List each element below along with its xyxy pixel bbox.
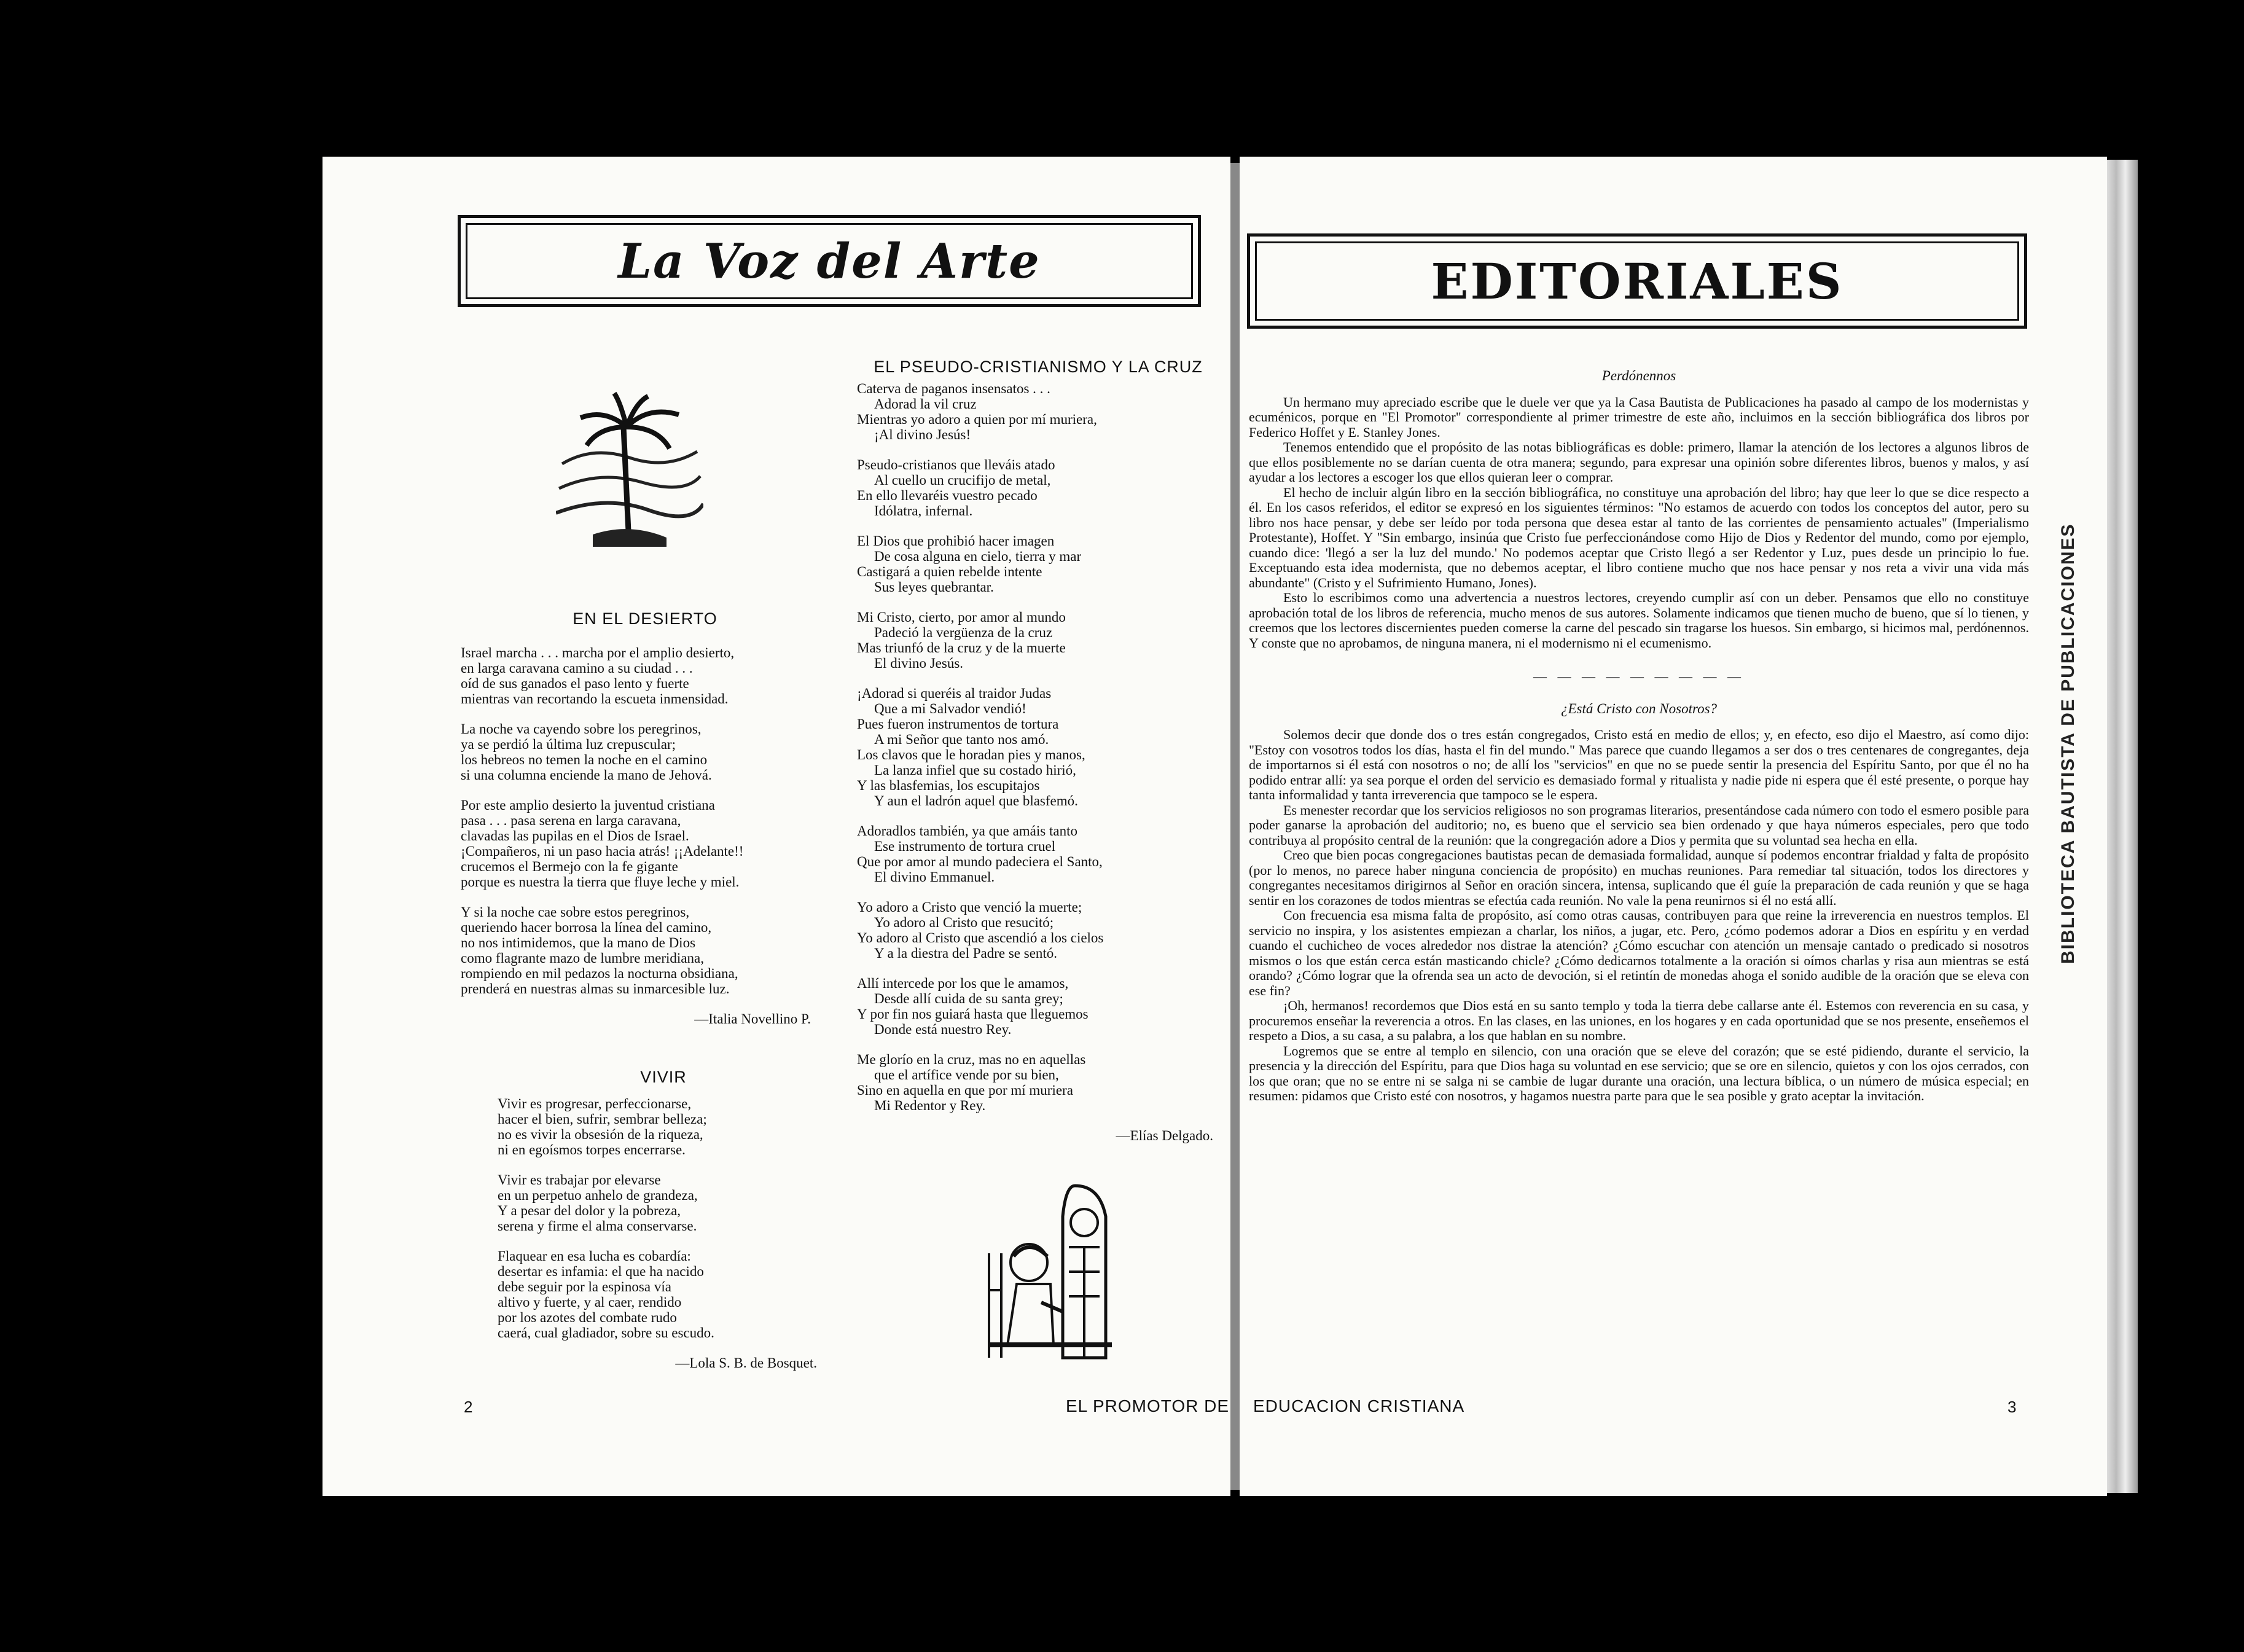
verse-line: Israel marcha . . . marcha por el amplio desierto, (461, 645, 735, 660)
verse-line: Adorad la vil cruz (874, 396, 977, 412)
poem-author: —Italia Novellino P. (694, 1011, 811, 1027)
verse-line: La lanza infiel que su costado hirió, (874, 762, 1076, 778)
verse-line: crucemos el Bermejo con la fe gigante (461, 859, 678, 874)
verse-line: ¡Al divino Jesús! (874, 427, 971, 442)
stanza (857, 609, 1219, 671)
verse-line: Desde allí cuida de su santa grey; (874, 991, 1063, 1006)
verse-line: ya se perdió la última luz crepuscular; (461, 737, 676, 752)
paragraph: Esto lo escribimos como una advertencia a nuestros lectores, creyendo cumplir así con un deber. Pensamos que ello no constituye aprobación total de los libros de referencia, mucho menos de sus autores. Solamente indicamos que tienen mucho de bueno, que sí lo tienen, y creemos que los lectores discernientes pueden comerse la carne del pescado sin tragarse los huesos. Sin embargo, si hicimos mal, perdónennos. Y conste que no aprobamos, de ninguna manera, ni el modernismo ni el ecumenismo. (1249, 590, 2029, 651)
poem-title: EN EL DESIERTO (573, 609, 717, 628)
verse-line: por los azotes del combate rudo (498, 1310, 677, 1325)
spine-text: BIBLIOTECA BAUTISTA DE PUBLICACIONES (2058, 523, 2078, 964)
poem-author: —Lola S. B. de Bosquet. (675, 1355, 817, 1371)
poem-body (461, 645, 829, 996)
right-page (1240, 157, 2107, 1496)
paragraph: Un hermano muy apreciado escribe que le duele ver que ya la Casa Bautista de Publicaciones ha pasado al campo de los modernistas y ecuménicos, porque en "El Promotor" correspondiente al primer trimestre de este año, incluimos en la sección bibliográfica dos libros por Federico Hoffet y E. Stanley Jones. (1249, 394, 2029, 440)
verse-line: Yo adoro a Cristo que venció la muerte; (857, 899, 1082, 915)
verse-line: Y aun el ladrón aquel que blasfemó. (874, 793, 1078, 808)
verse-line: A mi Señor que tanto nos amó. (874, 732, 1049, 747)
verse-line: Castigará a quien rebelde intente (857, 564, 1042, 579)
verse-line: Los clavos que le horadan pies y manos, (857, 747, 1085, 762)
verse-line: altivo y fuerte, y al caer, rendido (498, 1294, 682, 1310)
banner-title: EDITORIALES (1431, 252, 1843, 310)
verse-line: Mi Cristo, cierto, por amor al mundo (857, 609, 1066, 625)
verse-line: Y por fin nos guiará hasta que lleguemos (857, 1006, 1089, 1022)
verse-line: no nos intimidemos, que la mano de Dios (461, 935, 696, 950)
stanza (857, 823, 1219, 885)
verse-line: pasa . . . pasa serena en larga caravana, (461, 813, 681, 828)
stanza (498, 1096, 829, 1157)
article-body (1249, 727, 2029, 1104)
verse-line: no es vivir la obsesión de la riqueza, (498, 1127, 703, 1142)
left-page (323, 157, 1230, 1496)
verse-line: Y a la diestra del Padre se sentó. (874, 945, 1058, 961)
verse-line: Y las blasfemias, los escupitajos (857, 778, 1040, 793)
verse-line: ¡Adorad si queréis al traidor Judas (857, 686, 1052, 701)
verse-line: Yo adoro al Cristo que ascendió a los cielos (857, 930, 1104, 945)
article-title: ¿Está Cristo con Nosotros? (1560, 700, 1718, 716)
verse-line: porque es nuestra la tierra que fluye leche y miel. (461, 874, 740, 890)
verse-line: debe seguir por la espinosa vía (498, 1279, 671, 1294)
verse-line: Pseudo-cristianos que lleváis atado (857, 457, 1055, 472)
verse-line: Allí intercede por los que le amamos, (857, 976, 1069, 991)
verse-line: ¡Compañeros, ni un paso hacia atrás! ¡¡Adelante!! (461, 844, 744, 859)
verse-line: en larga caravana camino a su ciudad . . . (461, 660, 693, 676)
verse-line: si una columna enciende la mano de Jehová. (461, 767, 712, 783)
paragraph: El hecho de incluir algún libro en la sección bibliográfica, no constituye una aprobación del libro; hay que leer lo que se dice respecto a él. En los casos referidos, el editor se expresó en los siguientes términos: "No estamos de acuerdo con todos los conceptos del autor, pero su libro nos hace pensar, y debe ser leído por toda persona que desea estar al tanto de las corrientes de pensamiento actuales" (Imperialismo Protestante), Hoffet. Y "Sin embargo, insinúa que Cristo fue perfeccionándose como Hijo de Dios y Redentor del mundo, como por ejemplo, cuando dice: 'llegó a ser la luz del mundo.' No podemos aceptar que Cristo llegó a ser Redentor y Luz, pues desde un principio lo fue. Exceptuando esta idea modernista, que no debemos aceptar, el libro contiene mucho que nos hace pensar y nos reta a vivir una vida más abundante" (Cristo y el Sufrimiento Humano, Jones). (1249, 484, 2029, 590)
verse-line: oíd de sus ganados el paso lento y fuerte (461, 676, 689, 691)
stanza (857, 533, 1219, 595)
verse-line: Al cuello un crucifijo de metal, (874, 472, 1051, 488)
poem-title: VIVIR (640, 1068, 687, 1086)
verse-line: Y si la noche cae sobre estos peregrinos, (461, 904, 690, 920)
verse-line: Me glorío en la cruz, mas no en aquellas (857, 1052, 1086, 1067)
verse-line: El divino Emmanuel. (874, 869, 995, 885)
paragraph: Logremos que se entre al templo en silencio, con una oración que se eleve del corazón; que se esté pidiendo, durante el servicio, la presencia y la dirección del Espíritu, para que Dios haga su voluntad en ese servicio; que se ore en silencio, quietos y con los ojos cerrados, con los que oran; que no se entre ni se salga ni se cambie de lugar durante una oración, una lectura bíblica, o un número de música especial; en resumen: pidamos que Cristo esté con nosotros, y hagamos nuestra parte para que le sea posible y grato aceptar la invitación. (1249, 1043, 2029, 1103)
verse-line: Por este amplio desierto la juventud cristiana (461, 797, 715, 813)
article-title: Perdónennos (1601, 368, 1676, 383)
paragraph: Con frecuencia esa misma falta de propósito, así como otras causas, contribuyen para que reine la irreverencia en nuestros templos. El servicio no inspira, y los asistentes empiezan a charlar, los niños, a jugar, etc. Pero, ¿cómo podemos adorar a Dios en espíritu y en verdad cuando el cuchicheo de voces alrededor nos distrae la atención? ¿Cómo escuchar con atención un mensaje cantado o predicado si nosotros mismos o los que están cerca están masticando chicle? ¿Cómo dedicarnos totalmente a la oración si oímos charlas y risa aun mientras se está orando? ¿Cómo lograr que la ofrenda sea un acto de devoción, si el retintín de monedas ahoga el sonido audible de la oración que se eleva con ese fin? (1249, 907, 2029, 998)
verse-line: los hebreos no temen la noche en el camino (461, 752, 708, 767)
verse-line: Pues fueron instrumentos de tortura (857, 716, 1059, 732)
poem-title: EL PSEUDO-CRISTIANISMO Y LA CRUZ (874, 358, 1203, 376)
poem-en-el-desierto (461, 611, 829, 1027)
verse-line: clavadas las pupilas en el Dios de Israel. (461, 828, 689, 844)
verse-line: desertar es infamia: el que ha nacido (498, 1264, 704, 1279)
verse-line: Idólatra, infernal. (874, 503, 973, 519)
book-gutter (1230, 163, 1240, 1490)
verse-line: que el artífice vende por su bien, (874, 1067, 1059, 1082)
stanza (857, 686, 1219, 808)
stanza (461, 645, 829, 707)
stanza (498, 1172, 829, 1234)
verse-line: rompiendo en mil pedazos la nocturna obsidiana, (461, 966, 738, 981)
verse-line: Sino en aquella en que por mí muriera (857, 1082, 1073, 1098)
paragraph: Creo que bien pocas congregaciones bautistas pecan de demasiada formalidad, aunque sí podemos encontrar frialdad y falta de propósito (por lo menos, no parece haber ninguna conciencia de propósito) en muchas reuniones. Para remediar tal situación, todos los directores y congregantes necesitamos dirigirnos al Señor en oración sincera, intensa, suplicando que él guíe la preparación de cada reunión y que se haga sentir en los corazones de todos mientras se efectúa cada reunión. No vale la pena reunirnos si él no está allí. (1249, 847, 2029, 908)
poem-body (857, 381, 1219, 1113)
verse-line: prenderá en nuestras almas su inmarcesible luz. (461, 981, 730, 996)
stanza (857, 976, 1219, 1037)
verse-line: Y a pesar del dolor y la pobreza, (498, 1203, 681, 1218)
page-number: 2 (464, 1398, 473, 1416)
verse-line: La noche va cayendo sobre los peregrinos, (461, 721, 702, 737)
poem-body (498, 1096, 829, 1341)
voz-del-arte-banner (458, 215, 1201, 307)
verse-line: Mi Redentor y Rey. (874, 1098, 986, 1113)
verse-line: Adoradlos también, ya que amáis tanto (857, 823, 1077, 839)
verse-line: como flagrante mazo de lumbre meridiana, (461, 950, 704, 966)
verse-line: De cosa alguna en cielo, tierra y mar (874, 549, 1082, 564)
verse-line: Vivir es trabajar por elevarse (498, 1172, 661, 1188)
stanza (461, 721, 829, 783)
poem-pseudo-cristianismo (857, 359, 1219, 1143)
section-divider: — — — — — — — — — (1533, 668, 1745, 684)
verse-line: en un perpetuo anhelo de grandeza, (498, 1188, 698, 1203)
paragraph: ¡Oh, hermanos! recordemos que Dios está en su santo templo y toda la tierra debe callarse ante él. Estemos con reverencia en su casa, y procuremos enseñar la reverencia a otros. En las clases, en las uniones, en los hogares y en cada oportunidad que se nos presente, enseñemos el respeto a Dios, a su casa, a su palabra, a los que hablan en su nombre. (1249, 998, 2029, 1043)
verse-line: Que a mi Salvador vendió! (874, 701, 1026, 716)
verse-line: serena y firme el alma conservarse. (498, 1218, 697, 1234)
page-edges (2107, 160, 2138, 1493)
editoriales-banner (1247, 233, 2027, 329)
verse-line: En ello llevaréis vuestro pecado (857, 488, 1038, 503)
poem-vivir (498, 1070, 829, 1371)
editorials-column (1249, 369, 2029, 1104)
footer-left: EL PROMOTOR DE (1066, 1396, 1230, 1415)
paragraph: Solemos decir que donde dos o tres están congregados, Cristo está en medio de ellos; y, en efecto, eso dijo el Maestro, así como dijo: "Estoy con vosotros todos los días, hasta el fin del mundo." Mas parece que cuando llegamos a ser dos o tres centenares de congregantes, deja de importarnos si él está con nosotros o no; de allí los "servicios" en que no se puede sentir la presencia del Espíritu Santo, por que él no ha podido entrar allí: ya sea porque el orden del servicio es demasiado formal y ritualista y nadie pide ni espera que él esté presente, o porque hay tanta informalidad y tanta irreverencia que tampoco se le espera. (1249, 727, 2029, 802)
verse-line: caerá, cual gladiador, sobre su escudo. (498, 1325, 714, 1341)
praying-child-illustration (983, 1180, 1130, 1364)
verse-line: Vivir es progresar, perfeccionarse, (498, 1096, 692, 1111)
article-body (1249, 395, 2029, 651)
stanza (461, 797, 829, 890)
poem-author: —Elías Delgado. (1116, 1128, 1213, 1143)
stanza (461, 904, 829, 996)
stanza (857, 457, 1219, 519)
verse-line: El divino Jesús. (874, 656, 964, 671)
verse-line: Que por amor al mundo padeciera el Santo, (857, 854, 1103, 869)
desert-palm-illustration (556, 390, 703, 550)
page-number: 3 (2007, 1398, 2017, 1416)
verse-line: Mientras yo adoro a quien por mí muriera, (857, 412, 1097, 427)
stanza (857, 1052, 1219, 1113)
stanza (498, 1248, 829, 1341)
verse-line: Sus leyes quebrantar. (874, 579, 994, 595)
verse-line: Flaquear en esa lucha es cobardía: (498, 1248, 691, 1264)
verse-line: hacer el bien, sufrir, sembrar belleza; (498, 1111, 707, 1127)
paragraph: Tenemos entendido que el propósito de las notas bibliográficas es doble: primero, llamar la atención de los lectores a algunos libros de que ellos posiblemente no se darían cuenta de otra manera; segundo, para expresar una opinión sobre diferentes libros, buenos y malos, y así ayudar a los lectores a escoger los que ellos quieran leer o comprar. (1249, 439, 2029, 485)
verse-line: ni en egoísmos torpes encerrarse. (498, 1142, 686, 1157)
stanza (857, 899, 1219, 961)
paragraph: Es menester recordar que los servicios religiosos no son programas literarios, presentándose cada número con todo el esmero posible para poder ganarse la aprobación del auditorio; no, es bueno que el servicio sea bien ordenado y que haya números especiales, pero que todo contribuya al propósito central de la reunión: que la congregación adore a Dios y permita que su voluntad sea hecha en ella. (1249, 802, 2029, 848)
verse-line: Caterva de paganos insensatos . . . (857, 381, 1050, 396)
verse-line: Padeció la vergüenza de la cruz (874, 625, 1053, 640)
verse-line: Ese instrumento de tortura cruel (874, 839, 1056, 854)
verse-line: Donde está nuestro Rey. (874, 1022, 1012, 1037)
verse-line: El Dios que prohibió hacer imagen (857, 533, 1055, 549)
footer-right: EDUCACION CRISTIANA (1253, 1396, 1465, 1415)
verse-line: mientras van recortando la escueta inmensidad. (461, 691, 729, 707)
verse-line: Yo adoro al Cristo que resucitó; (874, 915, 1054, 930)
verse-line: queriendo hacer borrosa la línea del camino, (461, 920, 712, 935)
stanza (857, 381, 1219, 442)
verse-line: Mas triunfó de la cruz y de la muerte (857, 640, 1066, 656)
banner-title: La Voz del Arte (618, 233, 1041, 289)
